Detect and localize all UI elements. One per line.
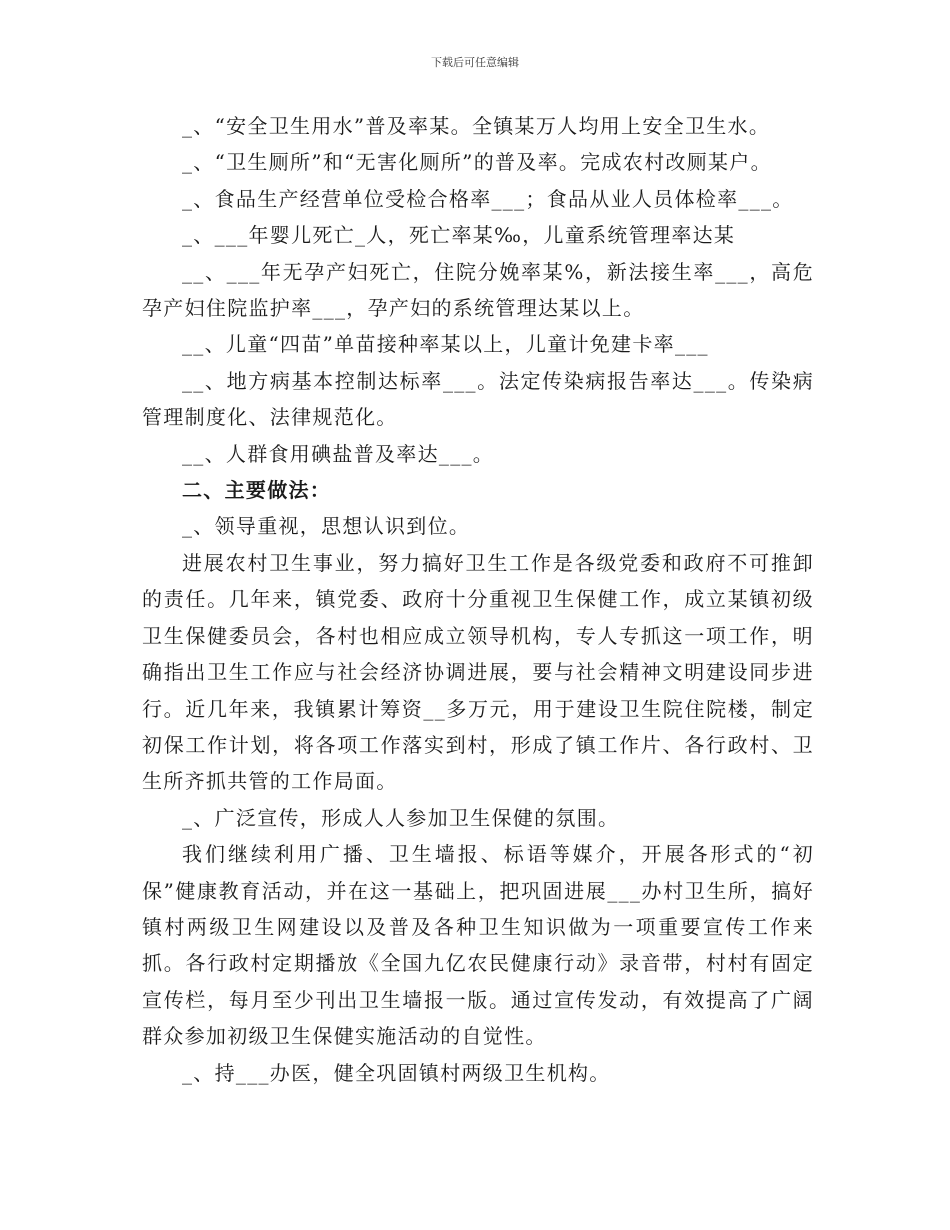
paragraph-endemic-disease: __、地方病基本控制达标率___。法定传染病报告率达___。传染病管理制度化、法律规范化。 (142, 368, 814, 430)
paragraph-infant-mortality: _、___年婴儿死亡_人，死亡率某‰，儿童系统管理率达某 (182, 223, 736, 248)
document-body (142, 108, 814, 1091)
paragraph-leadership: _、领导重视，思想认识到位。 (182, 514, 471, 539)
paragraph-maternal-health: __、___年无孕产妇死亡，住院分娩率某%，新法接生率___，高危孕产妇住院监护率___，孕产妇的系统管理达某以上。 (142, 259, 814, 321)
paragraph-vaccination: __、儿童“四苗”单苗接种率某以上，儿童计免建卡率___ (182, 332, 709, 357)
paragraph-sanitary-toilet: _、“卫生厕所”和“无害化厕所”的普及率。完成农村改厕某户。 (182, 150, 772, 175)
page-header: 下载后可任意编辑 (431, 56, 519, 69)
paragraph-iodized-salt: __、人群食用碘盐普及率达___。 (182, 441, 495, 466)
paragraph-medical-institutions: _、持___办医，健全巩固镇村两级卫生机构。 (182, 1060, 611, 1085)
paragraph-safe-water: _、“安全卫生用水”普及率某。全镇某万人均用上安全卫生水。 (182, 114, 771, 138)
paragraph-publicity: _、广泛宣传，形成人人参加卫生保健的氛围。 (182, 805, 620, 830)
paragraph-publicity-body: 我们继续利用广播、卫生墙报、标语等媒介，开展各形式的“初保”健康教育活动，并在这一基础上，把巩固进展___办村卫生所，搞好镇村两级卫生网建设以及普及各种卫生知识做为一项重要宣传工作来抓。各行政村定期播放《全国九亿农民健康行动》录音带，村村有固定宣传栏，每月至少刊出卫生墙报一版。通过宣传发动，有效提高了广阔群众参加初级卫生保健实施活动的自觉性。 (142, 842, 814, 1049)
paragraph-leadership-body: 进展农村卫生事业，努力搞好卫生工作是各级党委和政府不可推卸的责任。几年来，镇党委、政府十分重视卫生保健工作，成立某镇初级卫生保健委员会，各村也相应成立领导机构，专人专抓这一项工作，明确指出卫生工作应与社会经济协调进展，要与社会精神文明建设同步进行。近几年来，我镇累计筹资__多万元，用于建设卫生院住院楼，制定初保工作计划，将各项工作落实到村，形成了镇工作片、各行政村、卫生所齐抓共管的工作局面。 (142, 550, 814, 794)
section-heading-main-methods: 二、主要做法： (182, 478, 332, 503)
paragraph-food-inspection: _、食品生产经营单位受检合格率___；食品从业人员体检率___。 (182, 186, 794, 211)
